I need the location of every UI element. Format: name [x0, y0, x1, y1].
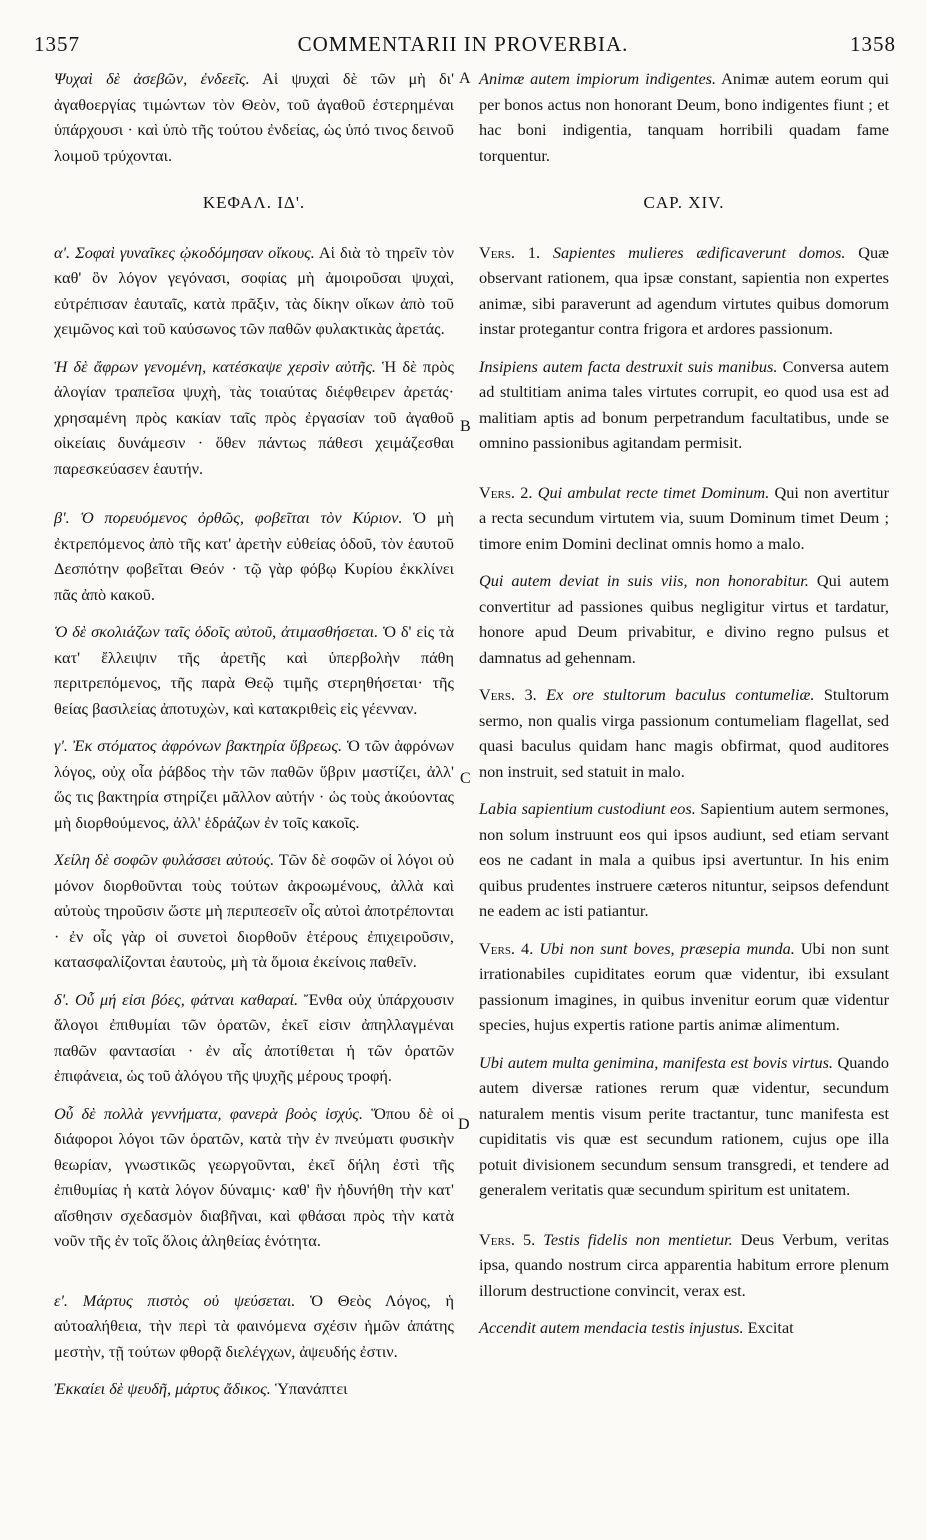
latin-paragraph — [479, 936, 889, 1038]
latin-text: Stultorum sermo, non qualis virga passionum contumeliam flagellat, sed quasi baculus quidam hanc magis obfirmat, quod auditores non instruit, sed statuit in malo. — [479, 685, 889, 781]
greek-paragraph — [54, 1101, 454, 1254]
latin-text: Qui autem convertitur ad passiones quibus negligitur virtus et tardatur, honore apud Deum privabitur, e divino regno pulsus et damnatus ad gehennam. — [479, 571, 890, 667]
page-number-left: 1357 — [34, 32, 80, 56]
greek-lemma: γ'. Ἐκ στόματος ἀφρόνων βακτηρία ὕβρεως. — [54, 736, 343, 755]
latin-paragraph — [479, 1050, 889, 1203]
latin-text: Qui non avertitur a recta secundum virtutem via, suum Dominum timet Deum ; timore enim Domini declinat omnis homo a malo. — [479, 482, 889, 553]
margin-letter-b: B — [460, 418, 471, 435]
latin-text: Sapientium autem sermones, non solum instruunt eos qui ipsos audiunt, sed etiam servant eos ne cadant in mala a quibus ipsi avertuntur. In his enim quibus prudentes instruere cæteros nituntur, seipsos defendunt ne eadem ac isti patiantur. — [479, 799, 889, 920]
greek-lemma: Ἡ δὲ ἄφρων γενομένη, κατέσκαψε χερσὶν αὐτῆς. — [54, 356, 376, 376]
latin-lemma: Animæ autem impiorum indigentes. — [479, 69, 717, 88]
verse-number: Vers. 5. — [479, 1229, 536, 1249]
latin-lemma: Labia sapientium custodiunt eos. — [479, 799, 696, 818]
greek-text: Ὁ μὴ ἐκτρεπόμενος ἀπὸ τῆς κατ' ἀρετὴν εὐθείας ὁδοῦ, τὸν ἑαυτοῦ Δεσπότην φοβεῖται Θεόν · τῷ γὰρ φόβῳ Κυρίου ἐκκλίνει πᾶς ἀπὸ κακοῦ. — [54, 508, 455, 604]
latin-column — [479, 66, 889, 1353]
latin-paragraph — [479, 480, 889, 557]
latin-paragraph — [479, 682, 889, 784]
greek-lemma: δ'. Οὗ μή εἰσι βόες, φάτναι καθαραί. — [54, 989, 299, 1009]
latin-text: Deus Verbum, veritas ipsa, quando nostrum circa apparentia habitum errore plenum illorum destructione convincit, verax est. — [479, 1229, 889, 1300]
greek-column — [54, 66, 454, 1414]
greek-text: Ὁ τῶν ἀφρόνων λόγος, οὐχ οἷα ῥάβδος τὴν τῶν παθῶν ὕβριν μαστίζει, ἀλλ' ὥς τις βακτηρία στηρίζει μᾶλλον αὐτήν · ὡς τοὺς ἀκούοντας μὴ διορθούμενος, ἀλλ' ἑδράζων ἐν τοῖς κακοῖς. — [54, 736, 454, 832]
greek-lemma: ε'. Μάρτυς πιστὸς οὐ ψεύσεται. — [54, 1290, 296, 1310]
greek-paragraph — [54, 733, 454, 835]
greek-text: Ὁ Θεὸς Λόγος, ἡ αὐτοαλήθεια, τὴν περὶ τὰ φαινόμενα σχέσιν ἡμῶν ἀπάτης μεστὴν, τῇ τούτων φθορᾷ διελέγχων, ἀψευδής ἐστιν. — [54, 1290, 454, 1361]
margin-letter-a: A — [459, 70, 471, 87]
greek-paragraph — [54, 240, 454, 342]
verse-number: Vers. 4. — [479, 938, 534, 958]
latin-paragraph — [479, 66, 889, 168]
latin-text: Conversa autem ad stultitiam anima tales virtutes corrupit, eo quod usa est ad malitiam aptis ad bonum perpetrandum facultatibus, unde se omnino passionibus agitandam permisit. — [479, 356, 890, 452]
running-header — [0, 32, 926, 62]
greek-lemma: Ψυχαὶ δὲ ἀσεβῶν, ἐνδεεῖς. — [54, 69, 250, 88]
verse-number: Vers. 3. — [479, 685, 537, 704]
greek-paragraph — [54, 1288, 454, 1365]
greek-lemma: Οὗ δὲ πολλὰ γεννήματα, φανερὰ βοὸς ἰσχύς. — [54, 1103, 363, 1123]
greek-text: Ὅπου δὲ οἱ διάφοροι λόγοι τῶν ὁρατῶν, κατὰ τὴν ἐν πνεύματι φυσικὴν θεωρίαν, γνωστικῶς γεωργοῦνται, ἐκεῖ δήλη ἐστὶ τῆς ἐπιθυμίας ἡ κατὰ λόγον δύναμις· καθ' ἣν ἠδυνήθη τὴν κατ' αἴσθησιν σχεδασμὸν διαβῆναι, καὶ φθάσαι πρὸς τὴν κατὰ νοῦν τῆς ἐν τοῖς ὅλοις ἀληθείας ἑνότητα. — [54, 1103, 454, 1250]
greek-text: Αἱ ψυχαὶ δὲ τῶν μὴ δι' ἀγαθοεργίας τιμώντων τὸν Θεὸν, τοῦ ἀγαθοῦ ἐστερημέναι ὑπάρχουσι · καὶ ὑπὸ τῆς τούτου ἐνδείας, ὡς ὑπό τινος δεινοῦ λοιμοῦ τρύχονται. — [54, 69, 454, 165]
latin-lemma: Sapientes mulieres ædificaverunt domos. — [540, 242, 846, 262]
margin-letter-c: C — [460, 770, 471, 787]
greek-paragraph — [54, 354, 454, 482]
page-number-right: 1358 — [850, 32, 896, 56]
greek-lemma: α'. Σοφαὶ γυναῖκες ᾠκοδόμησαν οἴκους. — [54, 242, 315, 262]
latin-lemma: Ex ore stultorum baculus contumeliæ. — [536, 685, 815, 704]
greek-lemma: β'. Ὁ πορευόμενος ὀρθῶς, φοβεῖται τὸν Κύριον. — [54, 508, 403, 527]
latin-lemma: Ubi non sunt boves, præsepia munda. — [533, 938, 795, 958]
greek-paragraph — [54, 847, 454, 975]
greek-paragraph — [54, 66, 454, 168]
latin-lemma: Insipiens autem facta destruxit suis manibus. — [479, 356, 778, 376]
greek-text: Ἡ δὲ πρὸς ἀλογίαν τραπεῖσα ψυχὴ, τὰς τοιαύτας διέφθειρεν ἀρετάς· χρησαμένη πρὸς κακίαν ταῖς πρὸς ἐργασίαν τοῦ ἀγαθοῦ οἰκείαις δυνάμεσιν · ὅθεν πάντως πάθεσι χειμάζεσθαι παρεσκεύασεν ἑαυτήν. — [54, 356, 454, 478]
latin-paragraph — [479, 240, 889, 342]
latin-lemma: Qui ambulat recte timet Dominum. — [532, 482, 770, 502]
greek-lemma: Χείλη δὲ σοφῶν φυλάσσει αὐτούς. — [54, 850, 275, 869]
greek-text: Ὁ δ' εἰς τὰ κατ' ἔλλειψιν τῆς ἀρετῆς καὶ ὑπερβολὴν πάθη περιτρεπόμενος, τῆς παρὰ Θεῷ τιμῆς στερηθήσεται· τῆς θείας βασιλείας ἀποτυχὼν, καὶ κατακριθεὶς εἰς γέενναν. — [54, 622, 454, 718]
greek-lemma: Ὁ δὲ σκολιάζων ταῖς ὁδοῖς αὐτοῦ, ἀτιμασθήσεται. — [54, 622, 379, 641]
latin-text: Quæ observant rationem, qua ipsæ constant, sapientia non expertes animæ, sibi paraverunt ad agendum virtutes quibus domorum instar protegantur contra frigora et ardores passionum. — [479, 242, 889, 338]
latin-text: Animæ autem eorum qui per bonos actus non honorant Deum, bono indigentes fiunt ; et hac boni indigentia, tanquam horribili quadam fame torquentur. — [479, 69, 889, 165]
latin-paragraph — [479, 796, 889, 924]
greek-paragraph — [54, 505, 454, 607]
greek-lemma: Ἐκκαίει δὲ ψευδῆ, μάρτυς ἄδικος. — [54, 1379, 271, 1398]
margin-letter-d: D — [458, 1116, 470, 1133]
latin-chapter-heading: CAP. XIV. — [643, 193, 725, 212]
greek-paragraph — [54, 987, 454, 1089]
greek-paragraph — [54, 1376, 454, 1402]
latin-paragraph — [479, 568, 889, 670]
latin-lemma: Ubi autem multa genimina, manifesta est bovis virtus. — [479, 1052, 833, 1072]
greek-text: Ἔνθα οὐχ ὑπάρχουσιν ἄλογοι ἐπιθυμίαι τῶν ὁρατῶν, ἐκεῖ εἰσιν ἀπηλλαγμέναι παθῶν φαντασίαι · ἐν αἷς ἀποτίθεται ἡ τῶν ὁρατῶν ἐπιφάνεια, ὡς τοῦ ἀλόγου τῆς ψυχῆς μέρους τροφή. — [54, 989, 454, 1085]
running-title: COMMENTARII IN PROVERBIA. — [297, 32, 629, 56]
greek-text: Αἱ διὰ τὸ τηρεῖν τὸν καθ' ὃν λόγον γεγόνασι, σοφίας μὴ ἀμοιροῦσαι ψυχαὶ, εὐτρέπισαν ἑαυταῖς, κατὰ πρᾶξιν, τὰς δίκην οἴκων ἀπὸ τοῦ χειμῶνος καὶ τοῦ καύσωνος τῶν παθῶν φυλακτικὰς ἀρετάς. — [54, 242, 454, 338]
greek-paragraph — [54, 619, 454, 721]
greek-text: Τῶν δὲ σοφῶν οἱ λόγοι οὐ μόνον διορθοῦνται τοὺς τούτων ἀκροωμένους, ἀλλὰ καὶ αὐτοὺς τηροῦσιν ὥστε μὴ περιπεσεῖν οἷς αὐτοὶ ἀποτρέπονται · ἐν οἷς γὰρ οἱ συνετοὶ διορθοῦν ἑτέρους ἐπιχειροῦσιν, κατασφαλίζονται ἑαυτοὺς, μὴ τὰ ὅμοια ἐκείνοις παθεῖν. — [54, 850, 455, 971]
verse-number: Vers. 1. — [479, 242, 541, 262]
latin-text: Ubi non sunt irrationabiles cupiditates eorum quæ videntur, ibi exsulant passionum imagines, in quibus invenitur eorum quæ videntur species, hujus expertis ratione partis animæ alimentum. — [479, 938, 889, 1034]
latin-paragraph — [479, 1315, 889, 1341]
greek-text: Ὑπανάπτει — [270, 1379, 348, 1398]
latin-lemma: Accendit autem mendacia testis injustus. — [479, 1318, 744, 1337]
latin-lemma: Qui autem deviat in suis viis, non honorabitur. — [479, 571, 809, 590]
latin-text: Excitat — [743, 1318, 794, 1337]
verse-number: Vers. 2. — [479, 482, 533, 502]
latin-text: Quando autem diversæ rationes rerum quæ videntur, secundum naturalem mentis visum perite tractantur, tunc manifesta est cupiditatis vis quæ est secundum rationem, cujus ope illa potuit divisionem secundum sensum transgredi, et tendere ad generalem veritatis quæ secundum spiritum est unitatem. — [479, 1052, 889, 1199]
latin-paragraph — [479, 354, 889, 456]
greek-chapter-heading: ΚΕΦΑΛ. ΙΔ'. — [202, 193, 306, 212]
latin-lemma: Testis fidelis non mentietur. — [535, 1229, 733, 1249]
latin-paragraph — [479, 1227, 889, 1304]
